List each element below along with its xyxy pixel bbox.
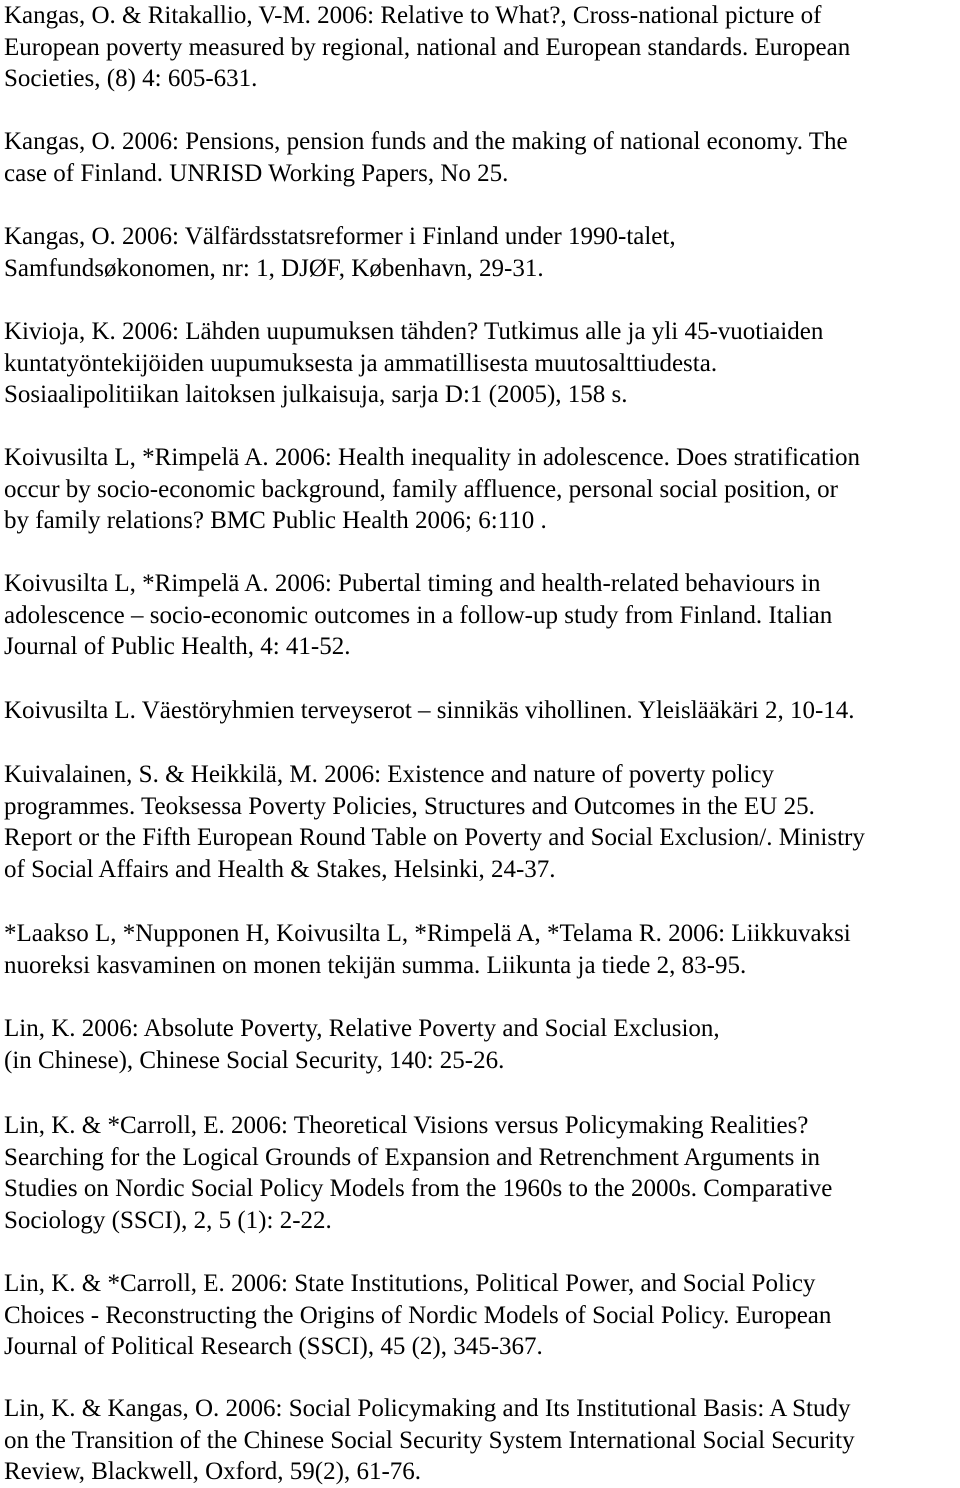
reference-line: Lin, K. 2006: Absolute Poverty, Relative Poverty and Social Exclusion, [4,1015,720,1042]
reference-line: Kangas, O. 2006: Pensions, pension funds and the making of national economy. The [4,128,848,155]
reference-entry [4,316,956,411]
reference-line: Report or the Fifth European Round Table on Poverty and Social Exclusion/. Ministry [4,824,865,852]
reference-line: Kuivalainen, S. & Heikkilä, M. 2006: Existence and nature of poverty policy [4,761,774,788]
reference-line: Searching for the Logical Grounds of Expansion and Retrenchment Arguments in [4,1143,821,1171]
reference-line: *Laakso L, *Nupponen H, Koivusilta L, *Rimpelä A, *Telama R. 2006: Liikkuvaksi [4,920,851,947]
reference-line: kuntatyöntekijöiden uupumuksesta ja ammatillisesta muutosalttiudesta. [4,349,718,377]
reference-line: Koivusilta L, *Rimpelä A. 2006: Pubertal timing and health-related behaviours in [4,570,821,597]
reference-line: on the Transition of the Chinese Social Security System International Social Security [4,1426,855,1454]
reference-line: Kangas, O. & Ritakallio, V-M. 2006: Relative to What?, Cross-national picture of [4,2,822,29]
reference-line: (in Chinese), Chinese Social Security, 140: 25-26. [4,1046,505,1074]
reference-line: Lin, K. & Kangas, O. 2006: Social Policymaking and Its Institutional Basis: A Study [4,1395,851,1422]
reference-line: programmes. Teoksessa Poverty Policies, Structures and Outcomes in the EU 25. [4,792,815,820]
reference-line: case of Finland. UNRISD Working Papers, No 25. [4,159,509,187]
reference-entry [4,759,956,885]
reference-line: Sosiaalipolitiikan laitoksen julkaisuja, sarja D:1 (2005), 158 s. [4,381,628,409]
reference-line: Koivusilta L. Väestöryhmien terveyserot – sinnikäs vihollinen. Yleislääkäri 2, 10-14. [4,697,855,724]
reference-line: occur by socio-economic background, family affluence, personal social position, or [4,475,838,503]
reference-entry [4,568,956,663]
reference-line: Lin, K. & *Carroll, E. 2006: Theoretical Visions versus Policymaking Realities? [4,1112,809,1139]
reference-line: Societies, (8) 4: 605-631. [4,65,258,93]
reference-entry [4,221,956,284]
reference-line: of Social Affairs and Health & Stakes, Helsinki, 24-37. [4,855,556,883]
reference-line: adolescence – socio-economic outcomes in a follow-up study from Finland. Italian [4,601,833,629]
reference-line: nuoreksi kasvaminen on monen tekijän summa. Liikunta ja tiede 2, 83-95. [4,951,747,979]
reference-line: European poverty measured by regional, national and European standards. European [4,33,851,61]
reference-line: Sociology (SSCI), 2, 5 (1): 2-22. [4,1206,332,1234]
reference-line: Journal of Public Health, 4: 41-52. [4,633,351,661]
reference-entry [4,0,956,95]
reference-entry [4,1393,956,1488]
reference-entry [4,918,956,981]
reference-line: Lin, K. & *Carroll, E. 2006: State Institutions, Political Power, and Social Policy [4,1270,816,1297]
reference-line: by family relations? BMC Public Health 2006; 6:110 . [4,507,547,535]
reference-entry [4,1110,956,1236]
reference-line: Studies on Nordic Social Policy Models from the 1960s to the 2000s. Comparative [4,1175,833,1203]
reference-line: Review, Blackwell, Oxford, 59(2), 61-76. [4,1458,422,1486]
reference-entry [4,695,956,727]
reference-line: Kangas, O. 2006: Välfärdsstatsreformer i Finland under 1990-talet, [4,223,676,250]
reference-line: Samfundsøkonomen, nr: 1, DJØF, København, 29-31. [4,254,544,282]
reference-line: Kivioja, K. 2006: Lähden uupumuksen tähden? Tutkimus alle ja yli 45-vuotiaiden [4,318,824,345]
reference-entry [4,1013,956,1076]
reference-line: Journal of Political Research (SSCI), 45 (2), 345-367. [4,1333,543,1361]
reference-entry [4,1268,956,1363]
reference-entry [4,442,956,537]
reference-entry [4,126,956,189]
reference-line: Choices - Reconstructing the Origins of Nordic Models of Social Policy. European [4,1301,832,1329]
reference-line: Koivusilta L, *Rimpelä A. 2006: Health inequality in adolescence. Does stratification [4,444,861,471]
